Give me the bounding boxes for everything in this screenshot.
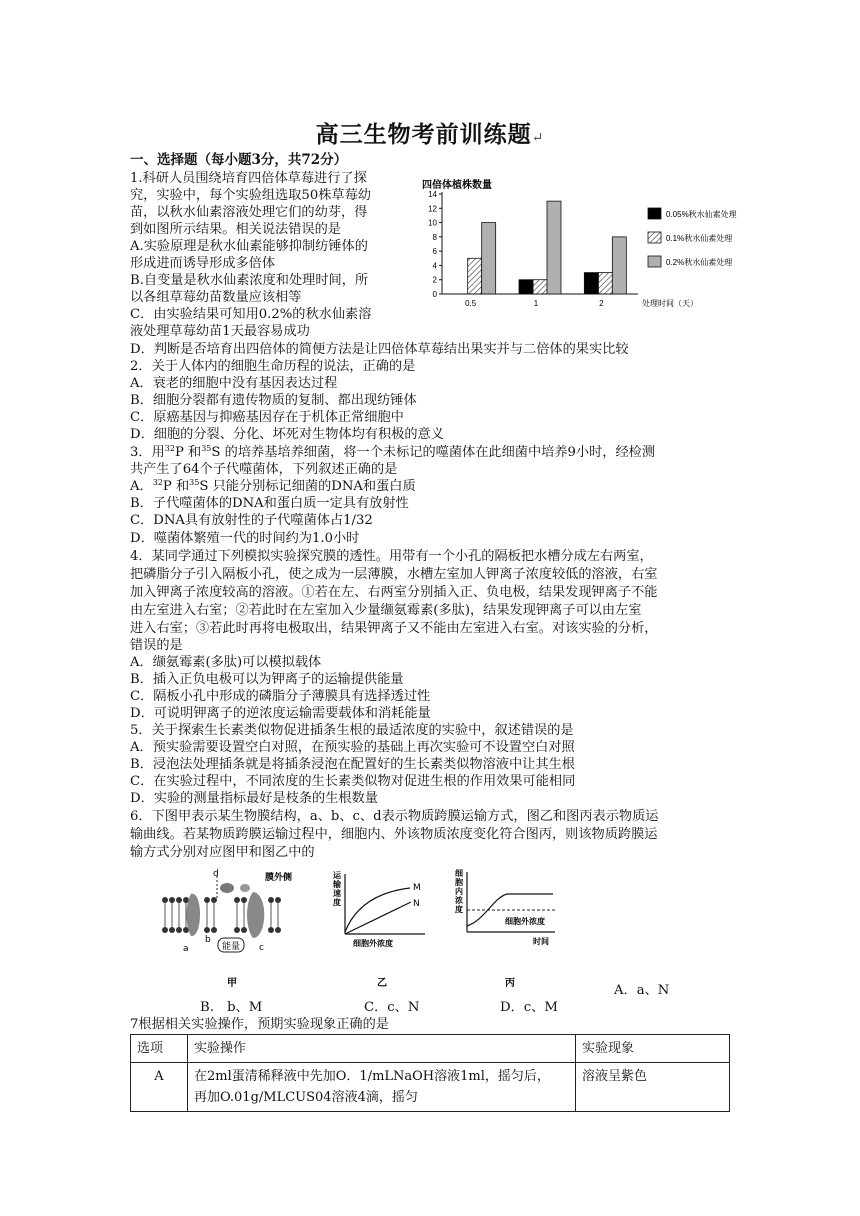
q3-option-a xyxy=(130,478,416,496)
q2-option-c: C．原癌基因与抑癌基因存在于机体正常细胞中 xyxy=(130,410,404,425)
q4-option-d: D．可说明钾离子的逆浓度运输需要载体和消耗能量 xyxy=(130,706,431,721)
q3-option-c: C．DNA具有放射性的子代噬菌体占1/32 xyxy=(130,513,373,528)
q6-option-c: C．c、N xyxy=(364,1000,420,1015)
q3-sup-35: 35 xyxy=(201,444,212,453)
x-tick-label: 0.5 xyxy=(465,299,477,308)
label-b: b xyxy=(205,935,211,945)
q4-line6: 错误的是 xyxy=(130,638,183,653)
row-a-operation xyxy=(188,1063,576,1112)
q1-option-c2: 液处理草莓幼苗1天最容易成功 xyxy=(130,324,310,339)
q1-line4: 到如图所示结果。相关说法错误的是 xyxy=(130,222,341,237)
q3-option-d: D．噬菌体繁殖一代的时间约为1.0小时 xyxy=(130,531,360,546)
phospholipid-heads-bottom xyxy=(162,927,281,933)
table-header-row xyxy=(131,1035,730,1063)
header-result: 实验现象 xyxy=(576,1035,730,1063)
q4-line1: 4．某同学通过下列模拟实验探究膜的透性。用带有一个小孔的隔板把水槽分成左右两室， xyxy=(130,549,653,564)
header-option: 选项 xyxy=(131,1035,188,1063)
label-d: d xyxy=(213,869,219,879)
phospholipid-heads-top xyxy=(162,897,281,903)
legend-swatch xyxy=(648,256,661,267)
bing-dashed-label: 细胞外浓度 xyxy=(505,917,545,926)
bar xyxy=(547,201,561,294)
q2-option-b: B．细胞分裂都有遗传物质的复制、都出现纺锤体 xyxy=(130,393,417,408)
curve-n xyxy=(345,902,411,934)
bar xyxy=(519,280,533,294)
q4-line2: 把磷脂分子引入隔板小孔，使之成为一层薄膜，水槽左室加人钾离子浓度较低的溶液，右室 xyxy=(130,567,658,582)
q4-option-b: B．插入正负电极可以为钾离子的运输提供能量 xyxy=(130,672,404,687)
q1-option-b2: 以各组草莓幼苗数量应该相等 xyxy=(130,290,302,305)
membrane-outside-label: 膜外侧 xyxy=(265,873,293,883)
return-mark: ↵ xyxy=(531,130,545,146)
tetraploid-bar-chart xyxy=(420,178,765,328)
q4-line5: 进入右室；③若此时再将电极取出，结果钾离子又不能由左室进入右室。对该实验的分析， xyxy=(130,621,658,636)
yi-ylabel: 运输速度 xyxy=(333,871,341,907)
molecule-outside-2 xyxy=(240,884,250,892)
y-tick-label: 14 xyxy=(428,190,437,199)
table-row xyxy=(131,1063,730,1112)
energy-label: 能量 xyxy=(222,942,241,952)
q7-stem: 7根据相关实验操作，预期实验现象正确的是 xyxy=(130,1017,389,1032)
row-a-operation-line2: 再加O.01g/MLCUS04溶液4滴，摇匀 xyxy=(194,1090,418,1105)
q1-line2: 究，实验中，每个实验组选取50株草莓幼 xyxy=(130,188,371,203)
q1-option-c1: C．由实验结果可知用0.2%的秋水仙素溶 xyxy=(130,307,372,322)
q6-line2: 输曲线。若某物质跨膜运输过程中，细胞内、外该物质浓度变化符合图丙，则该物质跨膜运 xyxy=(130,827,658,842)
q3-sup-32: 32 xyxy=(164,444,175,453)
section-heading: 一、选择题（每小题3分，共72分） xyxy=(130,152,348,168)
bar xyxy=(468,258,482,294)
q1-option-b1: B.自变量是秋水仙素浓度和处理时间，所 xyxy=(130,273,369,288)
x-tick-label: 1 xyxy=(533,299,539,308)
y-tick-label: 0 xyxy=(432,290,437,299)
q3a-text-b: P 和 xyxy=(162,479,190,494)
membrane-diagram xyxy=(162,869,292,989)
q3a-text-c: S 只能分别标记细菌的DNA和蛋白质 xyxy=(199,479,416,494)
caption-jia: 甲 xyxy=(227,978,237,989)
label-m: M xyxy=(413,883,421,893)
q3-option-b: B．子代噬菌体的DNA和蛋白质一定具有放射性 xyxy=(130,496,409,511)
legend-label: 0.2%秋水仙素处理 xyxy=(666,258,733,267)
row-a-result: 溶液呈紫色 xyxy=(576,1063,730,1112)
transport-rate-graph xyxy=(332,870,425,989)
q3-text-c: S 的培养基培养细菌，将一个未标记的噬菌体在此细菌中培养9小时，经检测 xyxy=(211,445,656,460)
y-tick-label: 6 xyxy=(432,247,437,257)
carrier-protein-right xyxy=(247,892,264,938)
q3-stem-line1 xyxy=(130,444,655,462)
q6-option-b: B. b、M xyxy=(200,1000,263,1015)
q6-option-a: A．a、N xyxy=(614,983,670,998)
q3-text-a: 3．用 xyxy=(130,445,165,460)
q6-line1: 6．下图甲表示某生物膜结构，a、b、c、d表示物质跨膜运输方式，图乙和图丙表示物质运 xyxy=(130,809,659,824)
bing-ylabel: 细胞内浓度 xyxy=(455,869,463,914)
bar xyxy=(612,237,626,294)
q3-stem-line2: 共产生了64个子代噬菌体，下列叙述正确的是 xyxy=(130,462,398,477)
caption-yi: 乙 xyxy=(377,978,387,989)
chart-title: 四倍体植株数量 xyxy=(422,180,492,191)
bar xyxy=(598,273,612,294)
q3-text-b: P 和 xyxy=(174,445,202,460)
label-n: N xyxy=(413,899,420,909)
legend-label: 0.1%秋水仙素处理 xyxy=(666,234,733,243)
molecule-outside xyxy=(220,883,234,893)
row-a-operation-line1: 在2ml蛋清稀释液中先加O．1/mLNaOH溶液1ml，摇匀后， xyxy=(194,1069,550,1084)
bar xyxy=(482,223,496,294)
q3a-sup-35: 35 xyxy=(189,478,200,487)
bar xyxy=(533,280,547,294)
q5-option-b: B．浸泡法处理插条就是将插条浸泡在配置好的生长素类似物溶液中让其生根 xyxy=(130,757,575,772)
yi-xlabel: 细胞外浓度 xyxy=(353,939,393,948)
q6-line3: 输方式分别对应图甲和图乙中的 xyxy=(130,845,315,860)
bing-xlabel: 时间 xyxy=(533,937,549,946)
q2-option-d: D．细胞的分裂、分化、坏死对生物体均有积极的意义 xyxy=(130,427,444,442)
q1-option-d: D．判断是否培育出四倍体的简便方法是让四倍体草莓结出果实并与二倍体的果实比较 xyxy=(130,342,629,357)
x-axis-label: 处理时间（天） xyxy=(642,299,698,308)
q5-stem: 5．关于探索生长素类似物促进插条生根的最适浓度的实验中，叙述错误的是 xyxy=(130,723,574,738)
experiment-table xyxy=(130,1034,730,1112)
label-a: a xyxy=(183,944,189,954)
q4-line3: 加入钾离子浓度较高的溶液。①若在左、右两室分别插入正、负电极，结果发现钾离子不能 xyxy=(130,585,658,600)
row-a-option: A xyxy=(131,1063,188,1112)
curve-m xyxy=(345,888,410,932)
q5-option-c: C．在实验过程中，不同浓度的生长素类似物对促进生根的作用效果可能相同 xyxy=(130,774,576,789)
q6-option-d: D．c、M xyxy=(500,1000,558,1015)
q5-option-d: D．实验的测量指标最好是枝条的生根数量 xyxy=(130,791,378,806)
legend-swatch xyxy=(648,232,661,243)
q5-option-a: A．预实验需要设置空白对照，在预实验的基础上再次实验可不设置空白对照 xyxy=(130,740,575,755)
y-tick-label: 4 xyxy=(432,261,437,271)
q4-option-c: C．隔板小孔中形成的磷脂分子薄膜具有选择透过性 xyxy=(130,689,431,704)
q2-option-a: A．衰老的细胞中没有基因表达过程 xyxy=(130,376,338,391)
q4-line4: 由左室进入右室；②若此时在左室加入少量缬氨霉素(多肽)，结果发现钾离子可以由左室 xyxy=(130,603,642,618)
q3a-sup-32: 32 xyxy=(152,478,163,487)
y-tick-label: 10 xyxy=(428,218,437,228)
label-c: c xyxy=(259,943,264,953)
legend-swatch xyxy=(648,208,661,219)
y-tick-label: 8 xyxy=(432,232,437,242)
q1-option-a1: A.实验原理是秋水仙素能够抑制纺锤体的 xyxy=(130,239,368,254)
q4-option-a: A．缬氨霉素(多肽)可以模拟载体 xyxy=(130,655,322,670)
y-tick-label: 12 xyxy=(428,204,437,214)
carrier-protein-left xyxy=(187,894,201,936)
q2-stem: 2．关于人体内的细胞生命历程的说法，正确的是 xyxy=(130,359,416,374)
bar xyxy=(584,273,598,294)
figures-jia-yi-bing xyxy=(155,868,625,994)
intracellular-concentration-graph xyxy=(455,868,555,989)
q1-line1: 1.科研人员围绕培育四倍体草莓进行了探 xyxy=(130,171,367,186)
q1-line3: 苗，以秋水仙素溶液处理它们的幼芽，得 xyxy=(130,205,368,220)
y-tick-label: 2 xyxy=(432,275,437,285)
q1-option-a2: 形成进而诱导形成多倍体 xyxy=(130,256,276,271)
x-tick-label: 2 xyxy=(599,299,604,308)
header-operation: 实验操作 xyxy=(188,1035,576,1063)
title-text: 高三生物考前训练题 xyxy=(315,121,532,148)
q3a-text-a: A． xyxy=(130,479,153,494)
title xyxy=(130,116,730,149)
caption-bing: 丙 xyxy=(505,978,515,989)
legend-label: 0.05%秋水仙素处理 xyxy=(666,210,737,219)
